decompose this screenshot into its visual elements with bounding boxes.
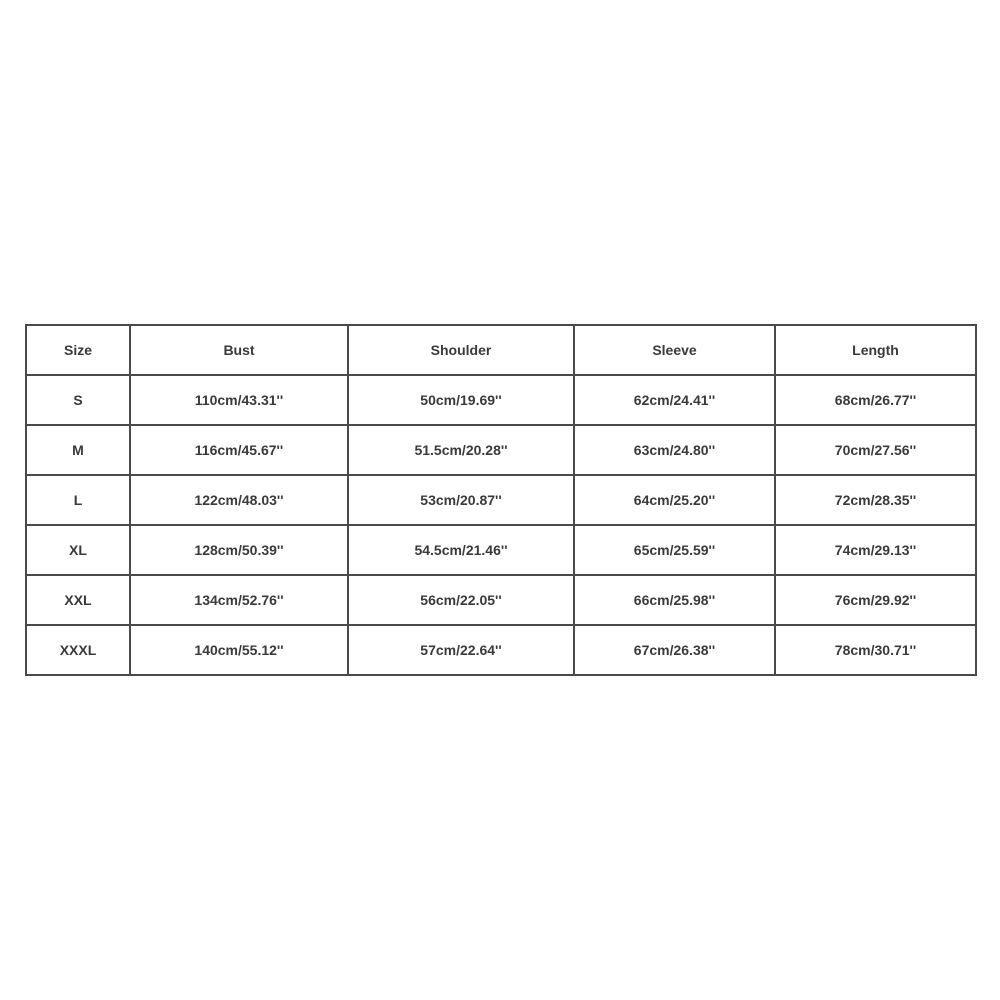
header-length: Length bbox=[775, 325, 976, 375]
shoulder-cell: 57cm/22.64'' bbox=[348, 625, 574, 675]
size-cell: XL bbox=[26, 525, 130, 575]
shoulder-cell: 56cm/22.05'' bbox=[348, 575, 574, 625]
header-size: Size bbox=[26, 325, 130, 375]
sleeve-cell: 62cm/24.41'' bbox=[574, 375, 775, 425]
table-row bbox=[26, 625, 976, 675]
header-row bbox=[26, 325, 976, 375]
sleeve-cell: 65cm/25.59'' bbox=[574, 525, 775, 575]
bust-cell: 116cm/45.67'' bbox=[130, 425, 348, 475]
size-chart-body bbox=[26, 375, 976, 675]
bust-cell: 140cm/55.12'' bbox=[130, 625, 348, 675]
table-row bbox=[26, 425, 976, 475]
size-cell: XXXL bbox=[26, 625, 130, 675]
size-cell: L bbox=[26, 475, 130, 525]
table-row bbox=[26, 575, 976, 625]
shoulder-cell: 50cm/19.69'' bbox=[348, 375, 574, 425]
length-cell: 72cm/28.35'' bbox=[775, 475, 976, 525]
size-cell: S bbox=[26, 375, 130, 425]
table-row bbox=[26, 525, 976, 575]
length-cell: 78cm/30.71'' bbox=[775, 625, 976, 675]
bust-cell: 110cm/43.31'' bbox=[130, 375, 348, 425]
sleeve-cell: 64cm/25.20'' bbox=[574, 475, 775, 525]
length-cell: 76cm/29.92'' bbox=[775, 575, 976, 625]
size-cell: XXL bbox=[26, 575, 130, 625]
shoulder-cell: 53cm/20.87'' bbox=[348, 475, 574, 525]
table-row bbox=[26, 375, 976, 425]
header-bust: Bust bbox=[130, 325, 348, 375]
bust-cell: 134cm/52.76'' bbox=[130, 575, 348, 625]
size-cell: M bbox=[26, 425, 130, 475]
header-shoulder: Shoulder bbox=[348, 325, 574, 375]
shoulder-cell: 51.5cm/20.28'' bbox=[348, 425, 574, 475]
sleeve-cell: 66cm/25.98'' bbox=[574, 575, 775, 625]
length-cell: 74cm/29.13'' bbox=[775, 525, 976, 575]
sleeve-cell: 67cm/26.38'' bbox=[574, 625, 775, 675]
length-cell: 70cm/27.56'' bbox=[775, 425, 976, 475]
bust-cell: 122cm/48.03'' bbox=[130, 475, 348, 525]
bust-cell: 128cm/50.39'' bbox=[130, 525, 348, 575]
length-cell: 68cm/26.77'' bbox=[775, 375, 976, 425]
shoulder-cell: 54.5cm/21.46'' bbox=[348, 525, 574, 575]
table-row bbox=[26, 475, 976, 525]
sleeve-cell: 63cm/24.80'' bbox=[574, 425, 775, 475]
size-chart-table bbox=[25, 324, 977, 676]
size-chart-header bbox=[26, 325, 976, 375]
header-sleeve: Sleeve bbox=[574, 325, 775, 375]
